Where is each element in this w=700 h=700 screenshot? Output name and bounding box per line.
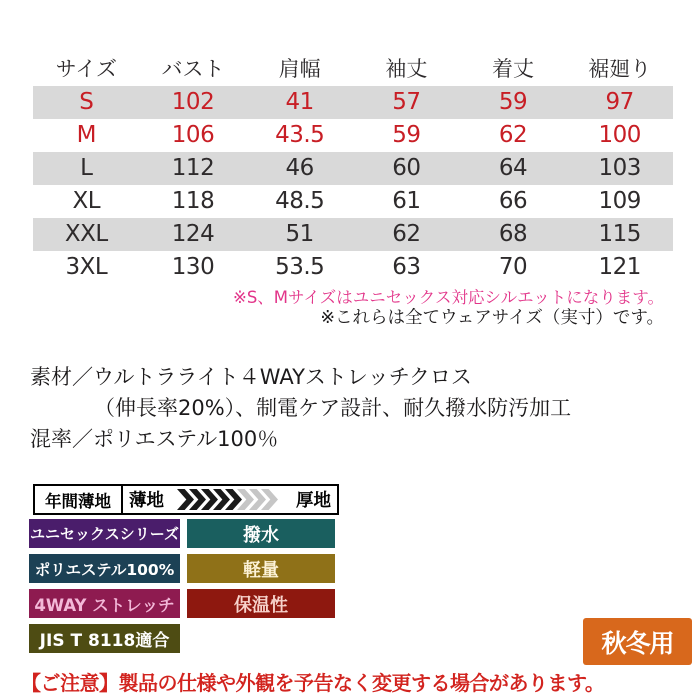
size-table bbox=[33, 52, 673, 284]
cell-value: 66 bbox=[498, 188, 528, 214]
size-table-header-row bbox=[33, 52, 673, 86]
cell-value: 57 bbox=[392, 89, 421, 115]
cell-size: XL bbox=[72, 188, 101, 214]
fabric-thickness-scale bbox=[33, 484, 339, 515]
chevron-icon bbox=[177, 489, 194, 510]
material-line-3: 混率／ポリエステル100％ bbox=[30, 427, 279, 451]
cell-value: 115 bbox=[598, 221, 641, 247]
cell-value: 118 bbox=[171, 188, 215, 214]
cell-value: 53.5 bbox=[275, 254, 325, 280]
cell-value: 43.5 bbox=[275, 122, 325, 148]
cell-value: 102 bbox=[171, 89, 215, 115]
cell-value: 51 bbox=[285, 221, 314, 247]
table-row-xxl bbox=[33, 218, 673, 251]
cell-value: 121 bbox=[598, 254, 641, 280]
tag-4way-stretch: 4WAY ストレッチ bbox=[29, 589, 180, 618]
wear-size-note: ※これらは全てウェアサイズ（実寸）です。 bbox=[320, 308, 664, 328]
thickness-left-label: 年間薄地 bbox=[35, 486, 123, 513]
cell-value: 59 bbox=[498, 89, 528, 115]
cell-value: 124 bbox=[171, 221, 215, 247]
column-header-shoulder: 肩幅 bbox=[278, 56, 321, 81]
column-header-bust: バスト bbox=[161, 56, 225, 81]
table-row-s bbox=[33, 86, 673, 119]
cell-value: 109 bbox=[598, 188, 641, 214]
tag-jis-t8118: JIS T 8118適合 bbox=[29, 624, 180, 653]
cell-value: 64 bbox=[498, 155, 528, 181]
thin-label: 薄地 bbox=[129, 491, 164, 511]
tag-heat-retention: 保温性 bbox=[187, 589, 335, 618]
table-row-3xl bbox=[33, 251, 673, 284]
cell-value: 97 bbox=[605, 89, 634, 115]
cell-value: 100 bbox=[598, 122, 641, 148]
thickness-scale-right bbox=[123, 486, 337, 513]
cell-value: 103 bbox=[598, 155, 641, 181]
tag-polyester-100: ポリエステル100% bbox=[29, 554, 180, 583]
cell-value: 112 bbox=[171, 155, 215, 181]
thick-label: 厚地 bbox=[296, 491, 331, 511]
column-header-sleeve: 袖丈 bbox=[385, 56, 428, 81]
cell-value: 130 bbox=[171, 254, 215, 280]
cell-value: 68 bbox=[498, 221, 528, 247]
cell-size: 3XL bbox=[65, 254, 108, 280]
cell-value: 46 bbox=[285, 155, 314, 181]
cell-value: 61 bbox=[392, 188, 421, 214]
cell-value: 48.5 bbox=[275, 188, 325, 214]
caution-note: 【ご注意】製品の仕様や外観を予告なく変更する場合があります。 bbox=[21, 671, 605, 695]
cell-value: 41 bbox=[285, 89, 314, 115]
table-row-l bbox=[33, 152, 673, 185]
table-row-xl bbox=[33, 185, 673, 218]
cell-size: XXL bbox=[64, 221, 108, 247]
material-line-1: 素材／ウルトラライト４WAYストレッチクロス bbox=[30, 365, 472, 389]
cell-size: M bbox=[76, 122, 97, 148]
table-row-m bbox=[33, 119, 673, 152]
tag-water-repellent: 撥水 bbox=[187, 519, 335, 548]
cell-value: 60 bbox=[392, 155, 421, 181]
tag-lightweight: 軽量 bbox=[187, 554, 335, 583]
tag-unisex-series: ユニセックスシリーズ bbox=[29, 519, 180, 548]
autumn-winter-badge: 秋冬用 bbox=[583, 618, 692, 665]
column-header-hem: 裾廻り bbox=[588, 56, 652, 81]
material-line-2: （伸長率20%）、制電ケア設計、耐久撥水防汚加工 bbox=[94, 396, 572, 420]
cell-value: 59 bbox=[392, 122, 421, 148]
column-header-size: サイズ bbox=[55, 56, 117, 81]
column-header-length: 着丈 bbox=[492, 56, 535, 81]
thickness-chevron-scale bbox=[166, 489, 294, 510]
cell-value: 106 bbox=[171, 122, 215, 148]
sizing-note: ※S、Mサイズはユニセックス対応シルエットになります。 bbox=[233, 288, 664, 307]
material-description bbox=[30, 362, 571, 455]
cell-value: 62 bbox=[392, 221, 421, 247]
cell-size: S bbox=[79, 89, 94, 115]
cell-value: 63 bbox=[392, 254, 421, 280]
cell-value: 70 bbox=[498, 254, 528, 280]
cell-size: L bbox=[80, 155, 93, 181]
cell-value: 62 bbox=[498, 122, 528, 148]
